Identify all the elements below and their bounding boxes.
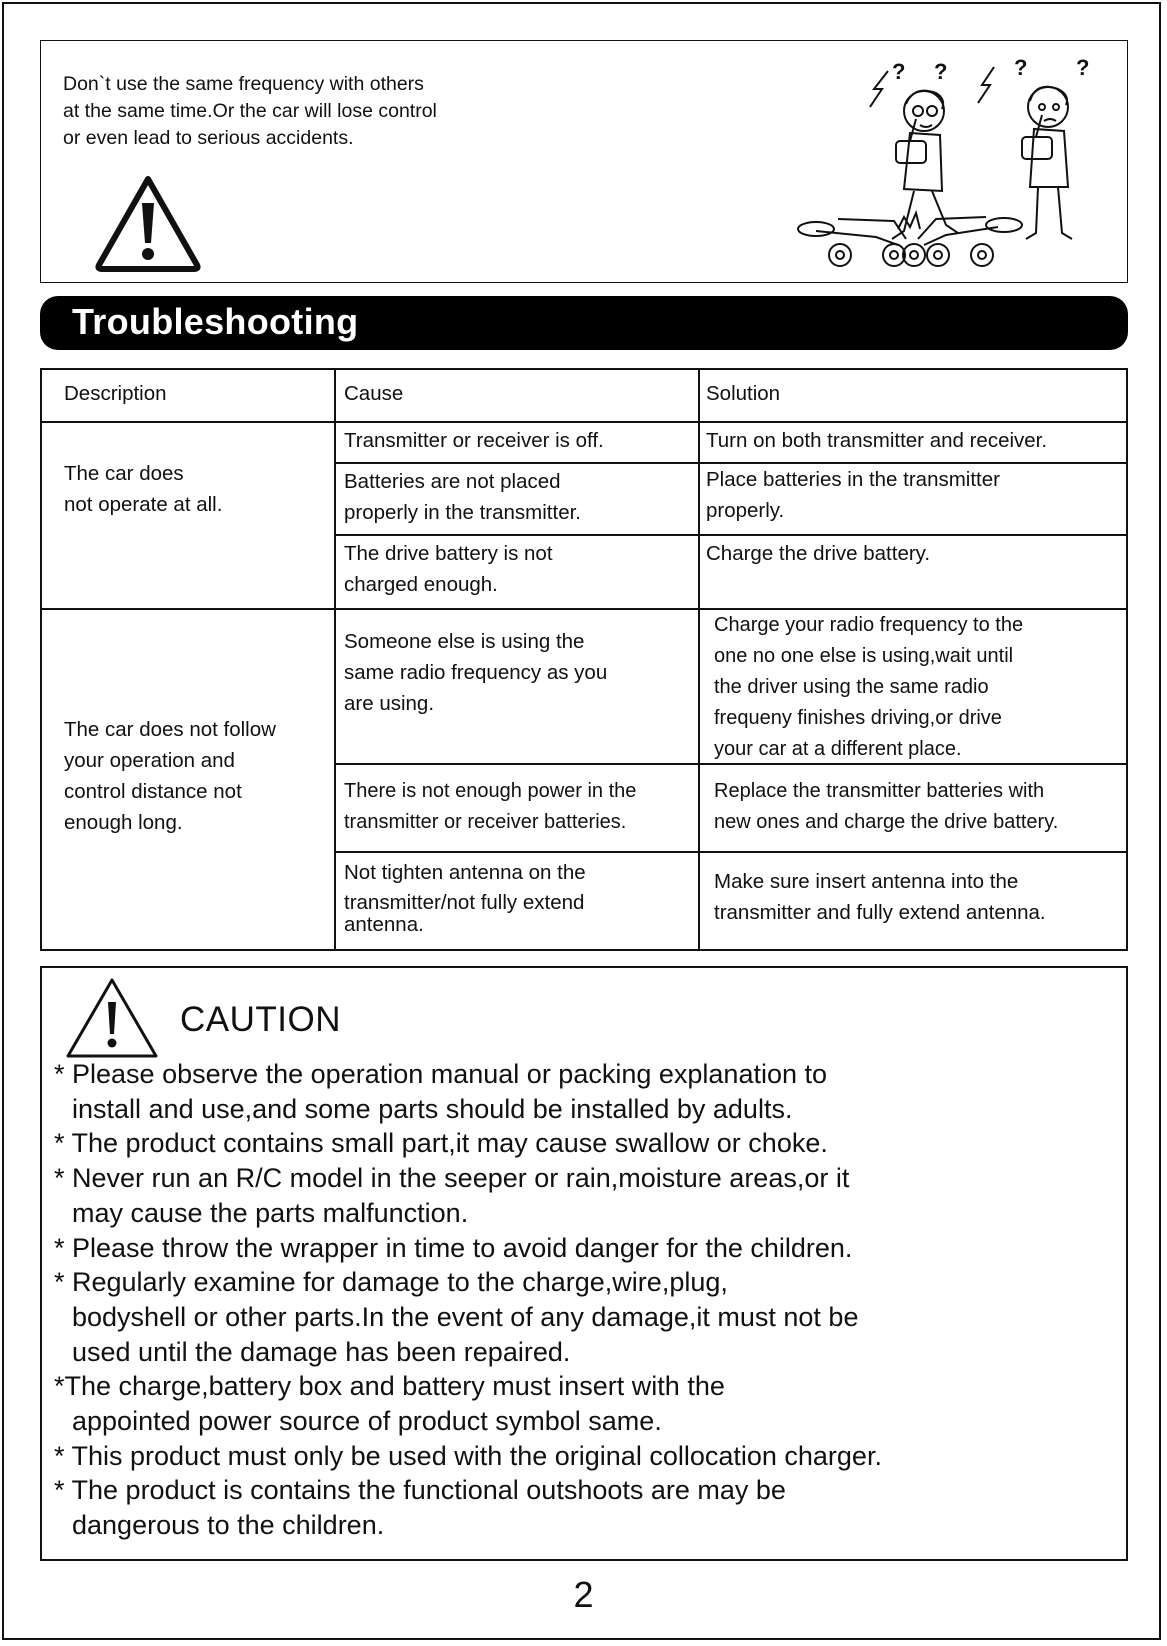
- caution-item: *The charge,battery box and battery must insert with the appointed power source of product symbol same.: [54, 1371, 725, 1437]
- header-solution: Solution: [706, 382, 781, 405]
- row-divider: [334, 534, 1126, 536]
- solution-cell: Place batteries in the transmitter properly.: [706, 468, 1000, 522]
- page-number: 2: [573, 1574, 594, 1615]
- cause-cell: Not tighten antenna on the transmitter/not fully extend antenna.: [344, 861, 586, 936]
- warning-line: or even lead to serious accidents.: [63, 127, 354, 149]
- caution-list: [54, 1057, 882, 1543]
- caution-item: * Please observe the operation manual or packing explanation to install and use,and some parts should be installed by adults.: [54, 1059, 828, 1124]
- caution-title: CAUTION: [180, 1000, 341, 1039]
- row-divider: [42, 421, 1126, 423]
- cause-cell: There is not enough power in the transmitter or receiver batteries.: [344, 780, 637, 833]
- kids-with-rc-cars-illustration: [786, 49, 1121, 279]
- section-title: Troubleshooting: [72, 301, 359, 342]
- frequency-warning-text: [63, 71, 437, 152]
- column-divider: [698, 370, 700, 949]
- description-cell: The car does not follow your operation and control distance not enough long.: [64, 718, 276, 834]
- solution-cell: Turn on both transmitter and receiver.: [706, 429, 1048, 452]
- caution-item: * Regularly examine for damage to the charge,wire,plug, bodyshell or other parts.In the event of any damage,it must not be used until the damage has been repaired.: [54, 1267, 859, 1367]
- svg-text:?: ?: [892, 59, 906, 84]
- column-divider: [334, 370, 336, 949]
- caution-item: * The product contains small part,it may cause swallow or choke.: [54, 1128, 828, 1159]
- caution-triangle-icon: [64, 976, 160, 1060]
- solution-cell: Make sure insert antenna into the transmitter and fully extend antenna.: [714, 870, 1046, 924]
- header-cause: Cause: [344, 382, 404, 405]
- solution-cell: Charge the drive battery.: [706, 542, 931, 565]
- solution-cell: Replace the transmitter batteries with new ones and charge the drive battery.: [714, 780, 1059, 833]
- caution-box: [40, 966, 1128, 1561]
- cause-cell: Batteries are not placed properly in the transmitter.: [344, 470, 581, 524]
- caution-item: * The product is contains the functional outshoots are may be dangerous to the children.: [54, 1475, 786, 1541]
- caution-item: * Please throw the wrapper in time to avoid danger for the children.: [54, 1232, 853, 1263]
- header-description: Description: [64, 382, 167, 405]
- cause-cell: Transmitter or receiver is off.: [344, 429, 604, 452]
- warning-triangle-icon: [93, 173, 203, 273]
- solution-cell: Charge your radio frequency to the one no one else is using,wait until the driver using the same radio frequeny finishes driving,or drive your car at a different place.: [714, 614, 1024, 760]
- cause-cell: Someone else is using the same radio frequency as you are using.: [344, 630, 608, 715]
- caution-item: * This product must only be used with the original collocation charger.: [54, 1440, 882, 1471]
- description-cell: The car does not operate at all.: [64, 462, 223, 516]
- warning-line: Don`t use the same frequency with others: [63, 73, 424, 95]
- troubleshooting-table: [40, 368, 1128, 951]
- frequency-warning-box: [40, 40, 1128, 283]
- row-divider: [334, 851, 1126, 853]
- caution-item: * Never run an R/C model in the seeper or rain,moisture areas,or it may cause the parts malfunction.: [54, 1163, 850, 1228]
- warning-line: at the same time.Or the car will lose control: [63, 100, 437, 122]
- svg-text:?: ?: [934, 59, 948, 84]
- troubleshooting-heading-bar: [40, 296, 1128, 350]
- cause-cell: The drive battery is not charged enough.: [344, 542, 553, 596]
- svg-text:?: ?: [1076, 55, 1090, 80]
- svg-text:?: ?: [1014, 55, 1028, 80]
